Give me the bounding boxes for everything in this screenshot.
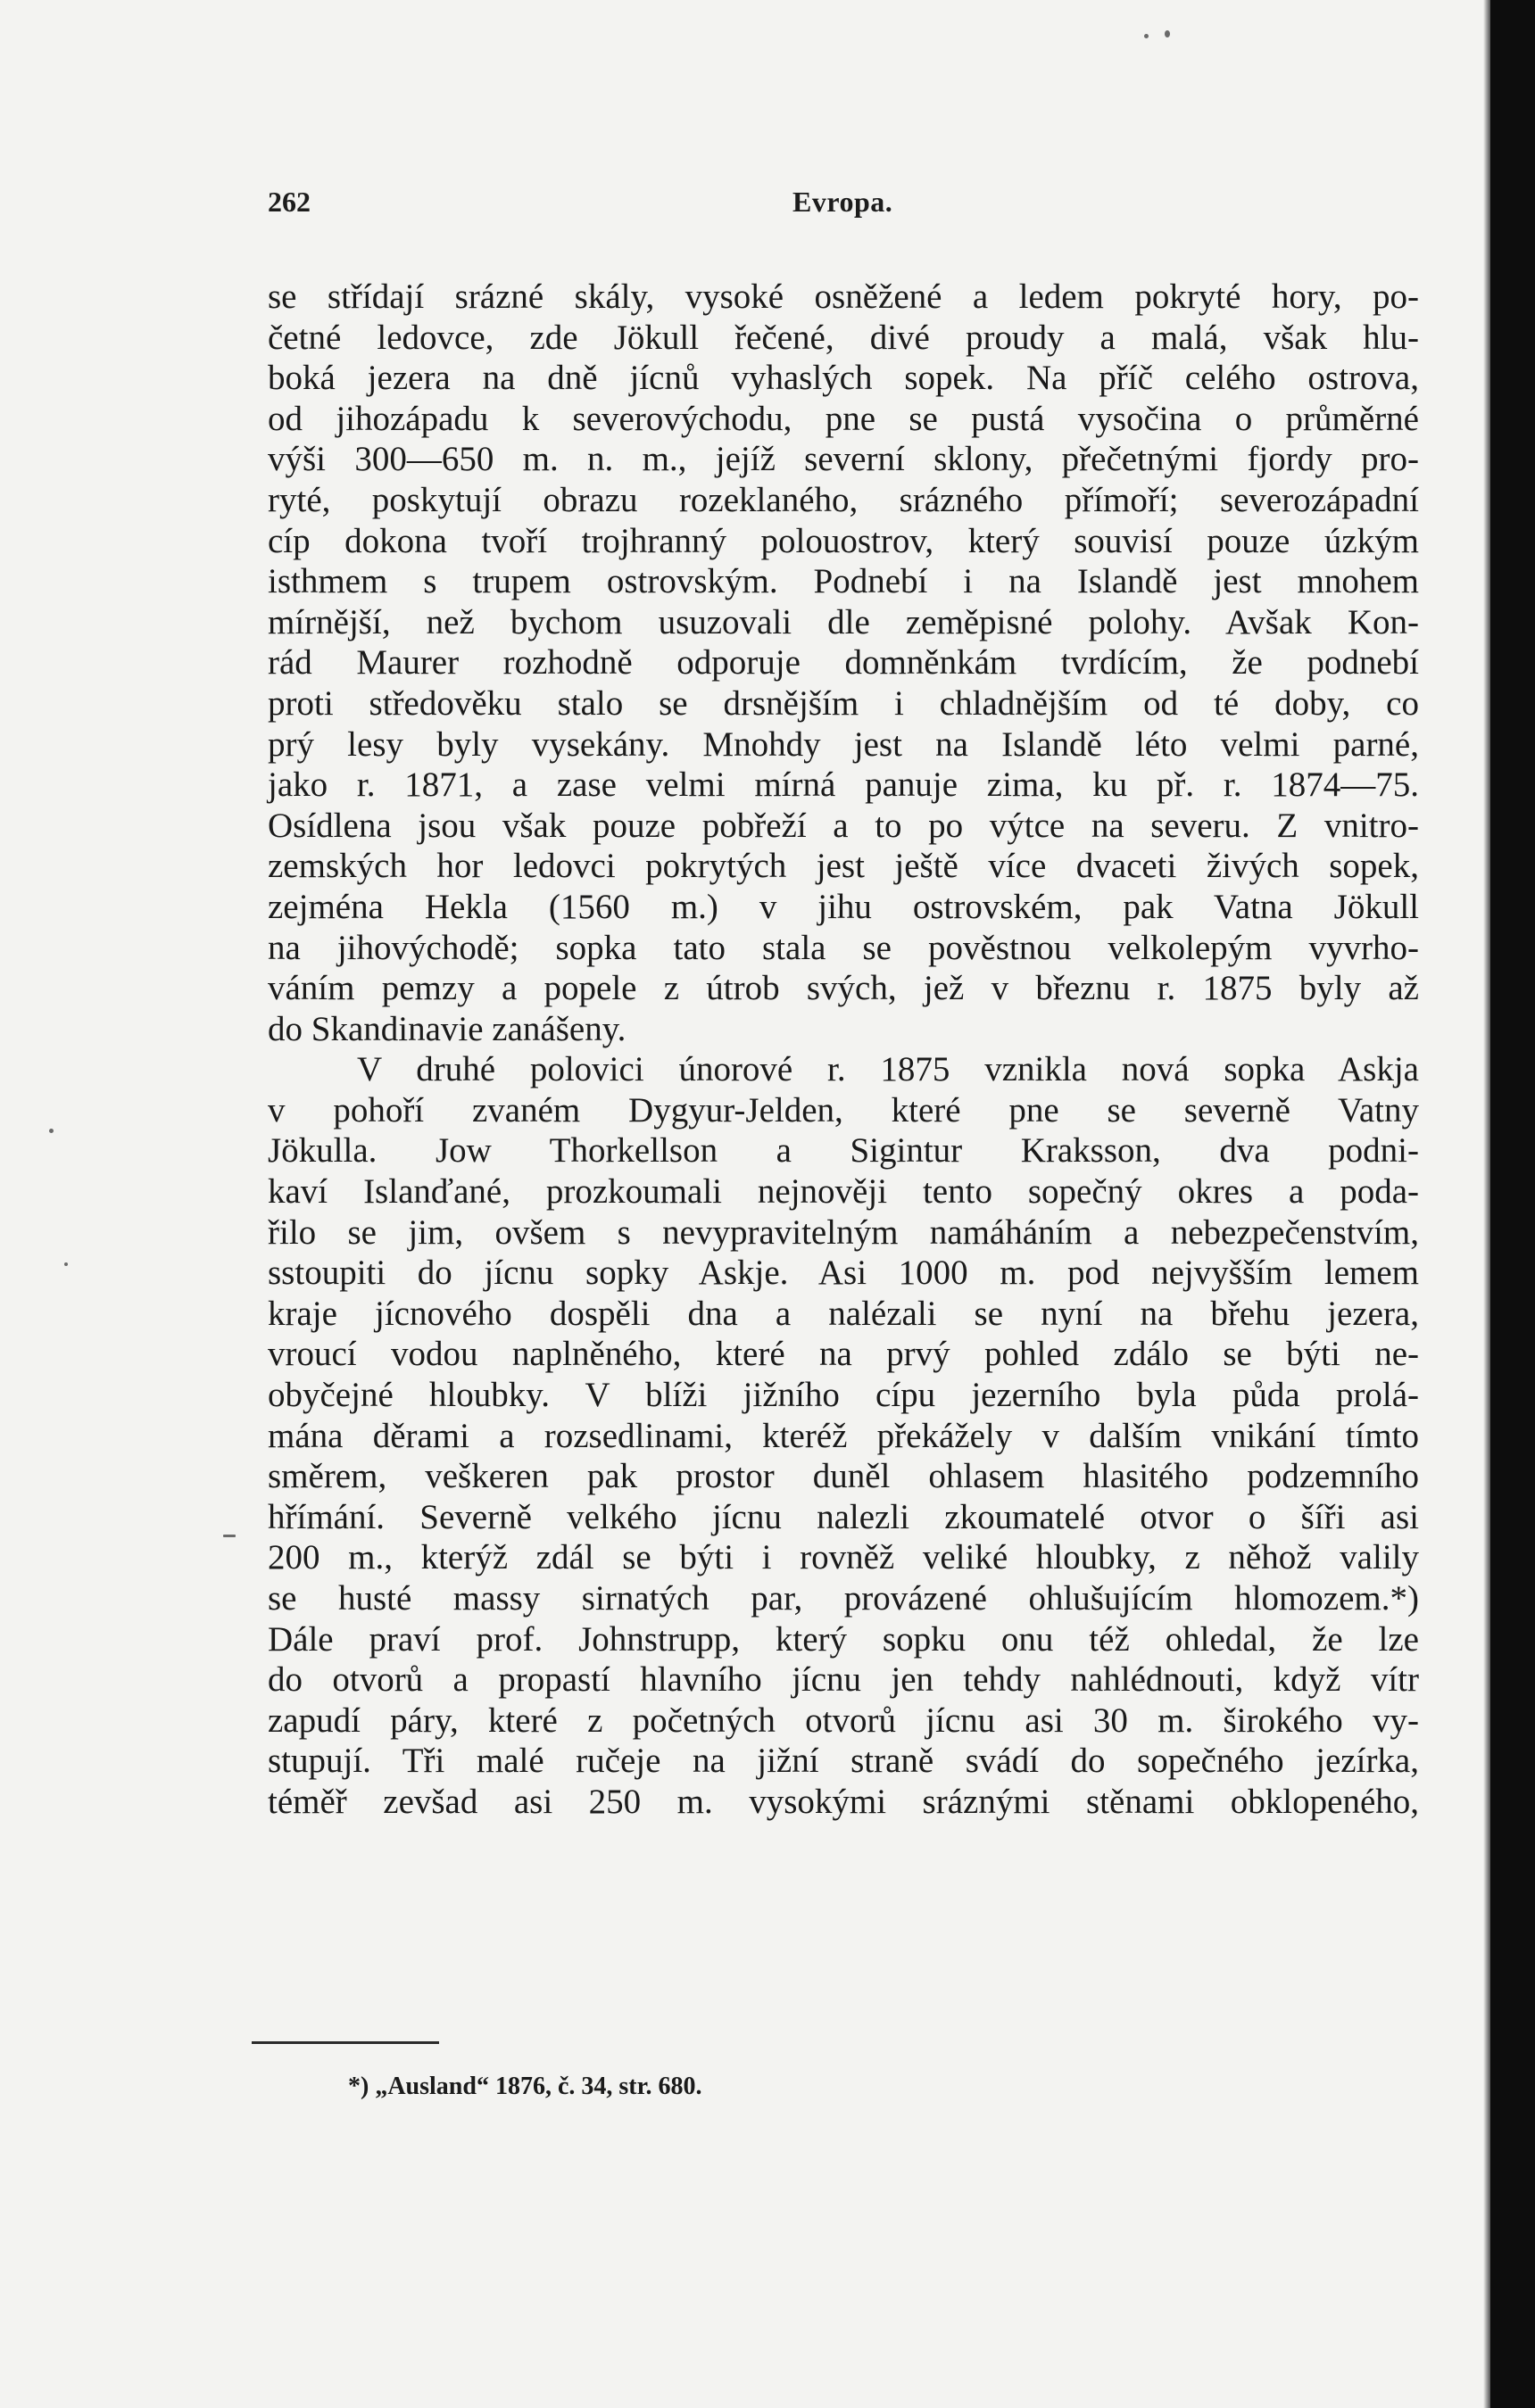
text-line: proti středověku stalo se drsnějším i chladnějším od té doby, co bbox=[268, 683, 1419, 723]
text-line: do Skandinavie zanášeny. bbox=[268, 1009, 626, 1048]
text-line: se střídají srázné skály, vysoké osněžené a ledem pokryté hory, po- bbox=[268, 277, 1419, 316]
text-line: se husté massy sirnatých par, provázené ohlušujícím hlomozem.*) bbox=[268, 1579, 1419, 1618]
text-line: od jihozápadu k severovýchodu, pne se pustá vysočina o průměrné bbox=[268, 399, 1419, 438]
running-head: Evropa. bbox=[792, 186, 893, 218]
text-line: směrem, veškeren pak prostor duněl ohlasem hlasitého podzemního bbox=[268, 1457, 1419, 1496]
scan-speck bbox=[49, 1129, 54, 1133]
text-line: ryté, poskytují obrazu rozeklaného, srázného přímoří; severozápadní bbox=[268, 480, 1419, 519]
text-line: do otvorů a propastí hlavního jícnu jen tehdy nahlédnouti, když vítr bbox=[268, 1660, 1419, 1700]
body-text bbox=[268, 277, 1419, 1823]
page-number: 262 bbox=[268, 186, 311, 218]
text-line: na jihovýchodě; sopka tato stala se pověstnou velkolepým vyvrho- bbox=[268, 928, 1419, 967]
text-line: vroucí vodou naplněného, které na prvý pohled zdálo se býti ne- bbox=[268, 1335, 1419, 1374]
text-line: boká jezera na dně jícnů vyhaslých sopek. Na příč celého ostrova, bbox=[268, 359, 1419, 398]
text-line: stupují. Tři malé ručeje na jižní straně svádí do sopečného jezírka, bbox=[268, 1742, 1419, 1781]
text-line: rád Maurer rozhodně odporuje domněnkám tvrdícím, že podnebí bbox=[268, 643, 1419, 683]
text-line: V druhé polovici únorové r. 1875 vznikla nová sopka Askja bbox=[357, 1050, 1419, 1089]
text-line: téměř zevšad asi 250 m. vysokými sráznými stěnami obklopeného, bbox=[268, 1782, 1419, 1821]
footnote: *) „Ausland“ 1876, č. 34, str. 680. bbox=[348, 2073, 702, 2100]
text-line: zapudí páry, které z početných otvorů jícnu asi 30 m. širokého vy- bbox=[268, 1700, 1419, 1740]
text-line: mána děrami a rozsedlinami, kteréž překážely v dalším vnikání tímto bbox=[268, 1416, 1419, 1455]
text-line: sstoupiti do jícnu sopky Askje. Asi 1000 m. pod nejvyšším lemem bbox=[268, 1254, 1419, 1293]
scan-speck bbox=[1165, 30, 1170, 37]
text-line: hřímání. Severně velkého jícnu nalezli zkoumatelé otvor o šíři asi bbox=[268, 1497, 1419, 1536]
text-line: Jökulla. Jow Thorkellson a Sigintur Kraksson, dva podni- bbox=[268, 1131, 1419, 1171]
text-line: kaví Islanďané, prozkoumali nejnověji tento sopečný okres a poda- bbox=[268, 1172, 1419, 1212]
text-line: řilo se jim, ovšem s nevypravitelným namáháním a nebezpečenstvím, bbox=[268, 1212, 1419, 1252]
scan-speck bbox=[64, 1262, 68, 1266]
text-line: prý lesy byly vysekány. Mnohdy jest na Islandě léto velmi parné, bbox=[268, 724, 1419, 764]
scan-border bbox=[1490, 0, 1535, 2408]
text-line: v pohoří zvaném Dygyur-Jelden, které pne se severně Vatny bbox=[268, 1090, 1419, 1130]
text-line: obyčejné hloubky. V blíži jižního cípu jezerního byla půda prolá- bbox=[268, 1376, 1419, 1415]
text-line: Dále praví prof. Johnstrupp, který sopku onu též ohledal, že lze bbox=[268, 1619, 1419, 1659]
text-line: Osídlena jsou však pouze pobřeží a to po výtce na severu. Z vnitro- bbox=[268, 806, 1419, 845]
text-line: četné ledovce, zde Jökull řečené, divé proudy a malá, však hlu- bbox=[268, 318, 1419, 357]
text-line: kraje jícnového dospěli dna a nalézali se nyní na břehu jezera, bbox=[268, 1294, 1419, 1333]
footnote-rule bbox=[252, 2041, 439, 2044]
text-line: zejména Hekla (1560 m.) v jihu ostrovském, pak Vatna Jökull bbox=[268, 887, 1419, 926]
text-line: mírnější, než bychom usuzovali dle zeměpisné polohy. Avšak Kon- bbox=[268, 602, 1419, 641]
text-line: cíp dokona tvoří trojhranný polouostrov, který souvisí pouze úzkým bbox=[268, 521, 1419, 560]
page-header bbox=[0, 186, 1490, 221]
text-line: jako r. 1871, a zase velmi mírná panuje zima, ku př. r. 1874—75. bbox=[268, 765, 1419, 805]
text-line: 200 m., kterýž zdál se býti i rovněž veliké hloubky, z něhož valily bbox=[268, 1538, 1419, 1577]
text-line: zemských hor ledovci pokrytých jest ještě více dvaceti živých sopek, bbox=[268, 847, 1419, 886]
scan-speck bbox=[1144, 34, 1149, 38]
text-line: výši 300—650 m. n. m., jejíž severní sklony, přečetnými fjordy pro- bbox=[268, 440, 1419, 479]
text-line: váním pemzy a popele z útrob svých, jež v březnu r. 1875 byly až bbox=[268, 969, 1419, 1008]
text-line: isthmem s trupem ostrovským. Podnebí i na Islandě jest mnohem bbox=[268, 562, 1419, 601]
scan-speck bbox=[223, 1535, 236, 1537]
